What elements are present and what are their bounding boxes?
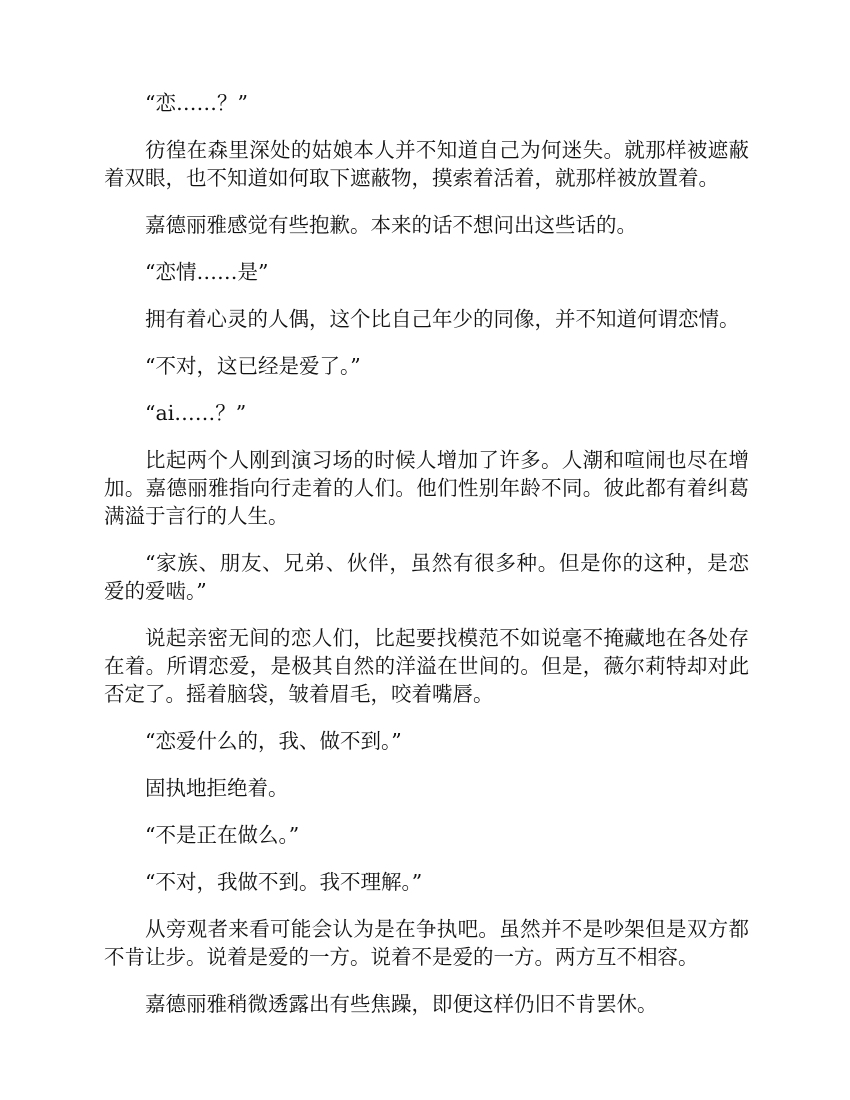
paragraph: “不是正在做么。”: [145, 823, 300, 847]
paragraph: 说起亲密无间的恋人们，比起要找模范不如说毫不掩藏地在各处存在着。所谓恋爱，是极其自然的洋溢在世间的。但是，薇尔莉特却对此否定了。摇着脑袋，皱着眉毛，咬着嘴唇。: [104, 626, 749, 706]
document-page: [104, 89, 749, 1037]
paragraph: 从旁观者来看可能会认为是在争执吧。虽然并不是吵架但是双方都不肯让步。说着是爱的一方。说着不是爱的一方。两方互不相容。: [104, 917, 749, 969]
paragraph: 比起两个人刚到演习场的时候人增加了许多。人潮和喧闹也尽在增加。嘉德丽雅指向行走着的人们。他们性别年龄不同。彼此都有着纠葛满溢于言行的人生。: [104, 448, 749, 528]
paragraph: 拥有着心灵的人偶，这个比自己年少的同像，并不知道何谓恋情。: [145, 307, 740, 331]
paragraph: 固执地拒绝着。: [145, 776, 289, 800]
paragraph: “家族、朋友、兄弟、伙伴，虽然有很多种。但是你的这种，是恋爱的爱啮。”: [104, 551, 749, 603]
paragraph: “恋……？”: [145, 91, 248, 115]
paragraph: “恋爱什么的，我、做不到。”: [145, 729, 402, 753]
paragraph: 彷徨在森里深处的姑娘本人并不知道自己为何迷失。就那样被遮蔽着双眼，也不知道如何取下遮蔽物，摸索着活着，就那样被放置着。: [104, 138, 749, 190]
paragraph: “不对，我做不到。我不理解。”: [145, 870, 423, 894]
paragraph: 嘉德丽雅稍微透露出有些焦躁，即便这样仍旧不肯罢休。: [145, 992, 658, 1016]
paragraph: “恋情……是”: [145, 260, 269, 284]
paragraph: “不对，这已经是爱了。”: [145, 354, 361, 378]
paragraph: “ai……？”: [145, 401, 247, 425]
paragraph: 嘉德丽雅感觉有些抱歉。本来的话不想问出这些话的。: [145, 213, 637, 237]
